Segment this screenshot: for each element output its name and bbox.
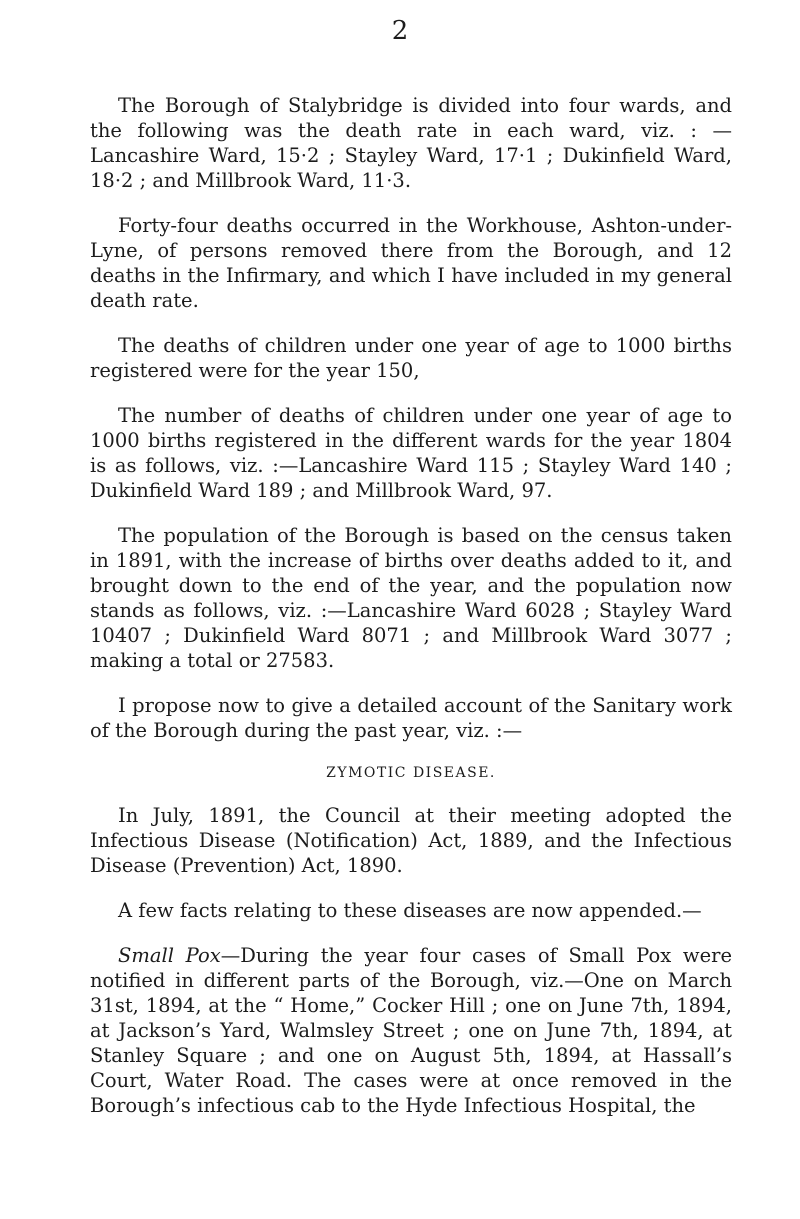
paragraph-facts-appended: A few facts relating to these diseases are now appended.—	[118, 899, 702, 922]
paragraph-small-pox	[90, 943, 732, 1118]
paragraph-council-acts: In July, 1891, the Council at their meeting adopted the Infectious Disease (Notification) Act, 1889, and the Infectious Disease (Prevention) Act, 1890.	[90, 804, 732, 877]
small-pox-lead: Small Pox	[118, 944, 221, 967]
small-pox-text: —During the year four cases of Small Pox were notified in different parts of the Borough, viz.—One on March 31st, 1894, at the “ Home,” Cocker Hill ; one on June 7th, 1894, at Jackson’s Yard, Walmsley Street ; one on June 7th, 1894, at Stanley Square ; and one on August 5th, 1894, at Hassall’s Court, Water Road. The cases were at once removed in the Borough’s infectious cab to the Hyde Infectious Hospital, the	[90, 944, 733, 1117]
section-heading-zymotic-disease: ZYMOTIC DISEASE.	[326, 765, 496, 781]
body-text	[90, 93, 732, 1138]
paragraph-infant-deaths-by-ward: The number of deaths of children under one year of age to 1000 births registered in the different wards for the year 1804 is as follows, viz. :—Lancashire Ward 115 ; Stayley Ward 140 ; Dukinfield Ward 189 ; and Millbrook Ward, 97.	[90, 404, 732, 502]
paragraph-workhouse-deaths: Forty-four deaths occurred in the Workhouse, Ashton-under-Lyne, of persons removed there from the Borough, and 12 deaths in the Infirmary, and which I have included in my general death rate.	[90, 214, 732, 312]
paragraph-sanitary-work: I propose now to give a detailed account of the Sanitary work of the Borough during the past year, viz. :—	[90, 694, 732, 742]
paragraph-population: The population of the Borough is based on the census taken in 1891, with the increase of births over deaths added to it, and brought down to the end of the year, and the population now stands as follows, viz. :—Lancashire Ward 6028 ; Stayley Ward 10407 ; Dukinfield Ward 8071 ; and Millbrook Ward 3077 ; making a total or 27583.	[90, 524, 732, 672]
page-number: 2	[391, 16, 409, 46]
paragraph-ward-death-rates: The Borough of Stalybridge is divided into four wards, and the following was the death rate in each ward, viz. : — Lancashire Ward, 15·2 ; Stayley Ward, 17·1 ; Dukinfield Ward, 18·2 ; and Millbrook Ward, 11·3.	[90, 94, 732, 192]
paragraph-infant-deaths: The deaths of children under one year of age to 1000 births registered were for the year 150,	[90, 334, 732, 382]
